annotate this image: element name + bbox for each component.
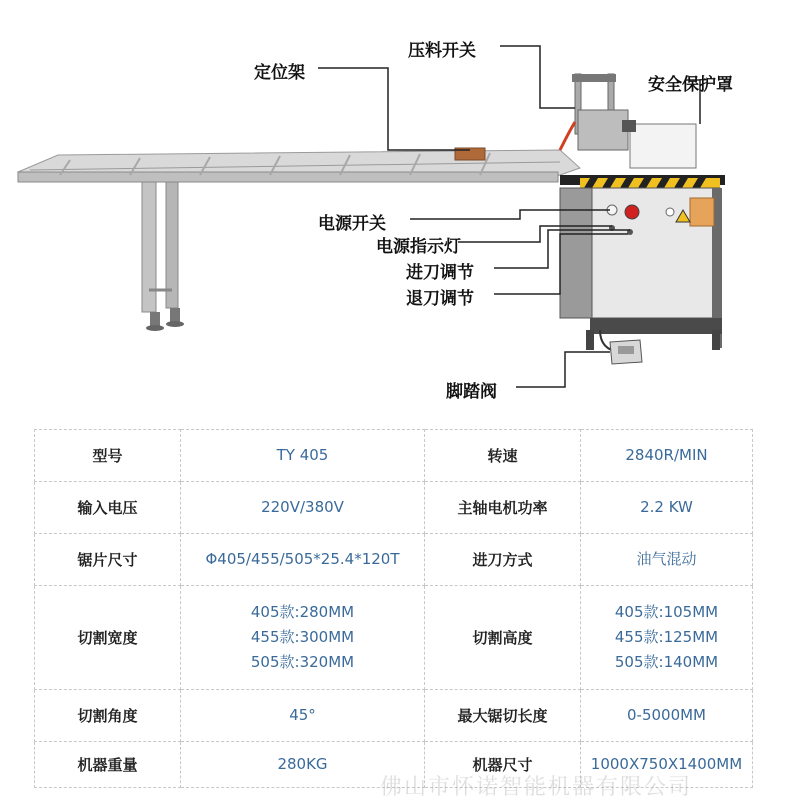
spec-value-line: 0-5000MM: [626, 706, 706, 724]
foot-pedal: [600, 330, 642, 364]
spec-value-line: 405款:280MM: [250, 603, 355, 621]
machine-cabinet: [560, 175, 725, 350]
spec-table: [34, 429, 753, 788]
spec-value-line: 油气混动: [636, 550, 697, 568]
label-feed-adjust: 进刀调节: [406, 263, 474, 283]
label-clamp-switch: 压料开关: [408, 41, 476, 61]
spec-value-line: 455款:300MM: [250, 628, 355, 646]
spec-value-line: 1000X750X1400MM: [590, 755, 743, 773]
spec-value: [181, 430, 425, 482]
spec-label: 机器重量: [35, 742, 181, 788]
spec-label: 切割宽度: [35, 586, 181, 690]
label-safety-guard: 安全保护罩: [648, 75, 733, 95]
spec-label: 锯片尺寸: [35, 534, 181, 586]
spec-value: [181, 482, 425, 534]
spec-label: 机器尺寸: [425, 742, 581, 788]
spec-value-line: 505款:320MM: [250, 653, 355, 671]
spec-label: 进刀方式: [425, 534, 581, 586]
spec-label: 转速: [425, 430, 581, 482]
spec-value-line: 455款:125MM: [614, 628, 719, 646]
spec-value: [181, 586, 425, 690]
spec-value: [581, 586, 753, 690]
spec-label: 主轴电机功率: [425, 482, 581, 534]
spec-label: 切割角度: [35, 690, 181, 742]
label-power-switch: 电源开关: [318, 214, 386, 234]
spec-value: [581, 482, 753, 534]
spec-row: [35, 430, 753, 482]
spec-label: 最大锯切长度: [425, 690, 581, 742]
label-retract-adjust: 退刀调节: [406, 289, 474, 309]
spec-value: [581, 690, 753, 742]
spec-value-line: Φ405/455/505*25.4*120T: [205, 550, 400, 568]
label-foot-valve: 脚踏阀: [446, 382, 497, 402]
spec-value: [581, 534, 753, 586]
spec-value: [581, 430, 753, 482]
spec-value-line: 505款:140MM: [614, 653, 719, 671]
spec-label: 输入电压: [35, 482, 181, 534]
label-power-indicator: 电源指示灯: [376, 237, 461, 257]
label-positioning-rack: 定位架: [254, 63, 305, 83]
watermark: 佛山市怀诺智能机器有限公司: [380, 775, 693, 800]
spec-label: 切割高度: [425, 586, 581, 690]
spec-row: [35, 534, 753, 586]
spec-value-line: 2.2 KW: [640, 498, 693, 516]
roller-rack: [18, 150, 580, 331]
spec-value-line: 280KG: [277, 755, 328, 773]
spec-row: [35, 586, 753, 690]
spec-row: [35, 690, 753, 742]
spec-value-line: 2840R/MIN: [625, 446, 708, 464]
spec-value-line: 220V/380V: [261, 498, 344, 516]
spec-value-line: 45°: [289, 706, 316, 724]
spec-value-line: TY 405: [276, 446, 329, 464]
spec-value-line: 405款:105MM: [614, 603, 719, 621]
spec-value: [181, 690, 425, 742]
spec-value: [181, 534, 425, 586]
spec-row: [35, 482, 753, 534]
spec-label: 型号: [35, 430, 181, 482]
